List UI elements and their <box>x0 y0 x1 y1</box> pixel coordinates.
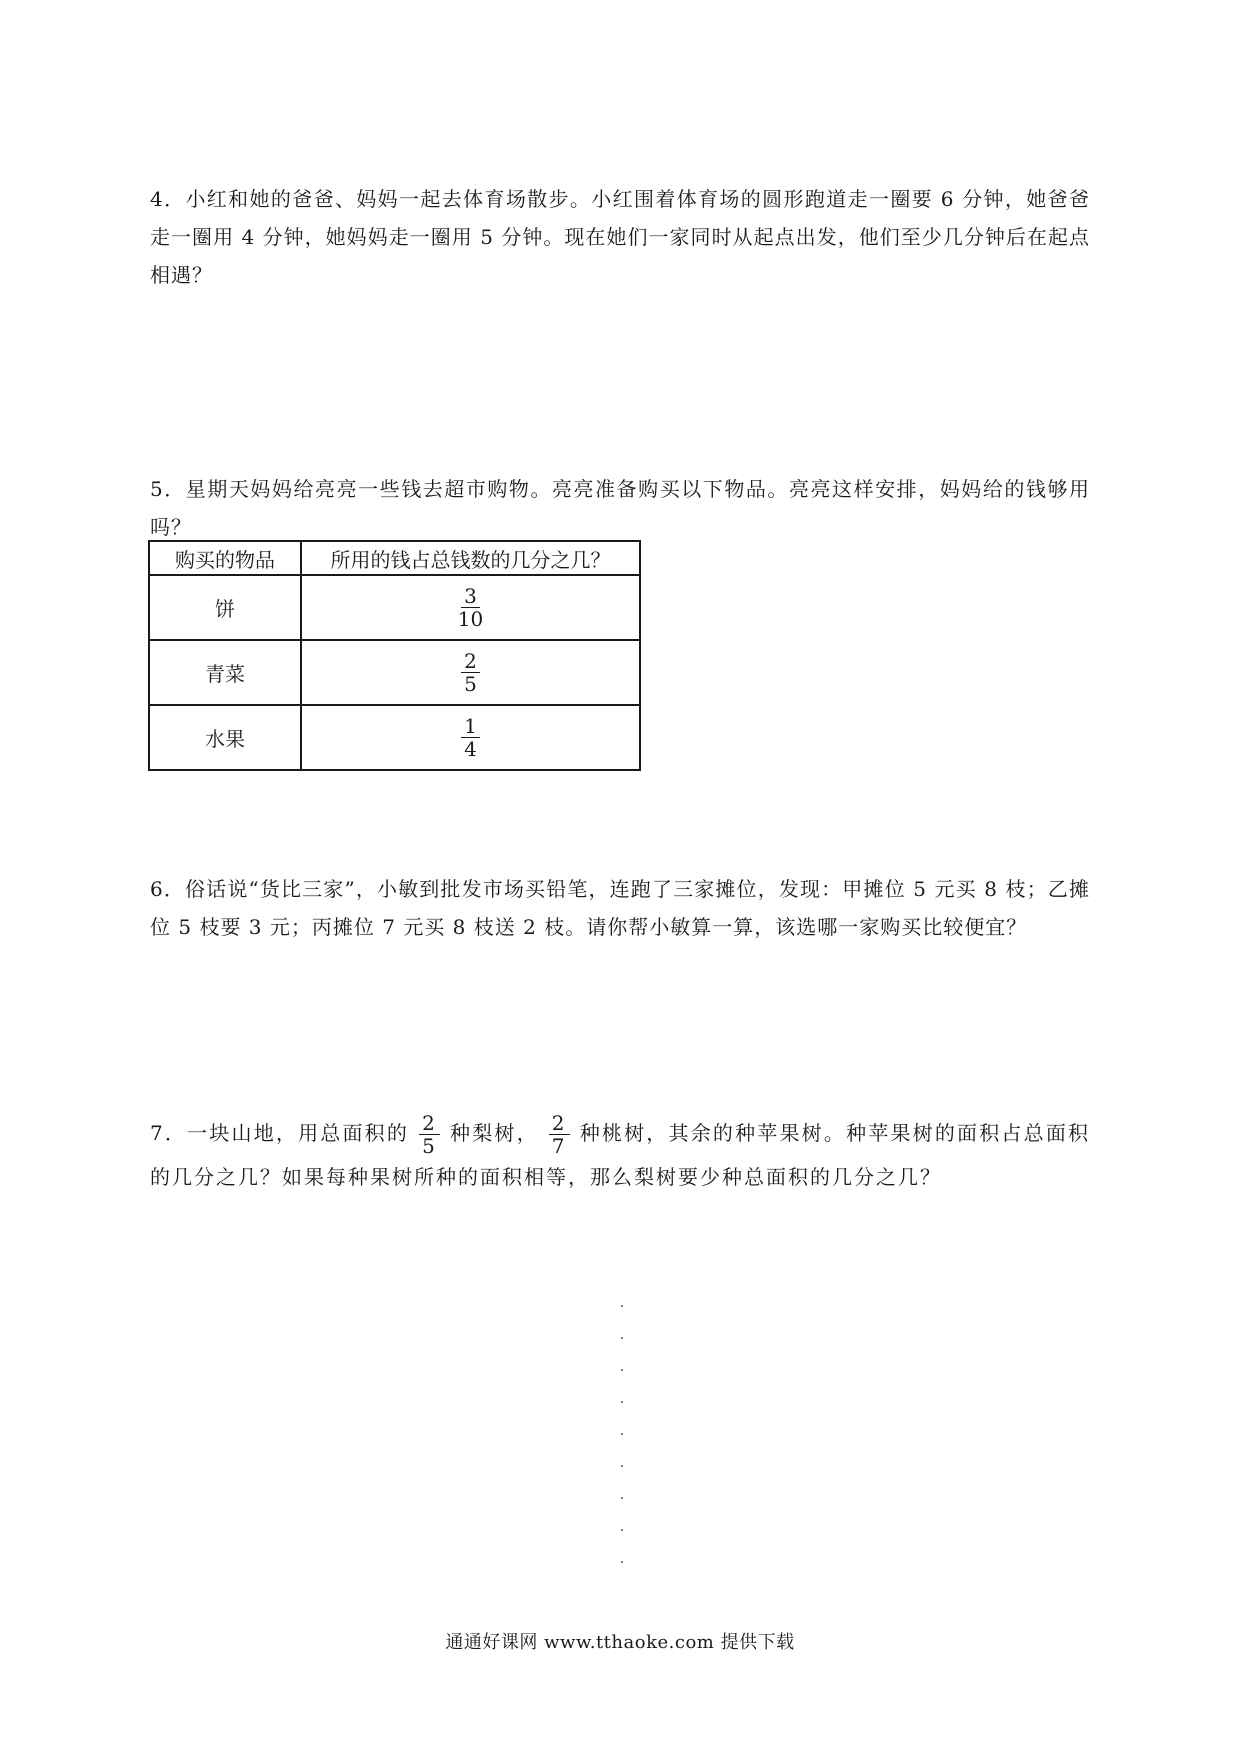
question-7-text-a: 7．一块山地，用总面积的 <box>150 1121 410 1145</box>
table-cell-fraction <box>301 705 640 770</box>
fraction <box>455 585 486 630</box>
question-7 <box>150 1112 1090 1197</box>
fraction-denominator: 7 <box>551 1134 567 1158</box>
page-footer: 通通好课网 www.tthaoke.com 提供下载 <box>445 1632 795 1653</box>
table-row <box>149 640 640 705</box>
fraction <box>419 1112 440 1157</box>
fraction <box>461 650 480 695</box>
question-7-text-c: 种桃树，其余的种苹果树。种苹果树的面积占总面积的几分之几？如果每种果树所种的面积相等，那么梨树要少种总面积的几分之几？ <box>150 1121 1091 1189</box>
table-cell-item: 饼 <box>149 575 301 640</box>
fraction <box>549 1112 570 1157</box>
table-row <box>149 575 640 640</box>
table-header-row <box>149 541 640 575</box>
fraction-numerator: 2 <box>549 1112 570 1135</box>
table-cell-fraction <box>301 640 640 705</box>
fraction-numerator: 3 <box>461 585 480 608</box>
question-5: 5．星期天妈妈给亮亮一些钱去超市购物。亮亮准备购买以下物品。亮亮这样安排，妈妈给的钱够用吗？ <box>150 477 1090 539</box>
fraction-numerator: 2 <box>461 650 480 673</box>
fraction-denominator: 4 <box>464 737 477 761</box>
fraction-denominator: 5 <box>464 672 477 696</box>
table-row <box>149 705 640 770</box>
question-7-text-b: 种梨树， <box>449 1121 539 1145</box>
table-cell-fraction <box>301 575 640 640</box>
table-cell-item: 水果 <box>149 705 301 770</box>
table-cell-item: 青菜 <box>149 640 301 705</box>
dotted-divider <box>621 1305 625 1593</box>
table-header-fraction: 所用的钱占总钱数的几分之几？ <box>301 541 640 575</box>
fraction-numerator: 1 <box>461 715 480 738</box>
fraction-denominator: 10 <box>457 607 484 631</box>
fraction-denominator: 5 <box>422 1134 437 1158</box>
question-4: 4．小红和她的爸爸、妈妈一起去体育场散步。小红围着体育场的圆形跑道走一圈要 6 分钟，她爸爸走一圈用 4 分钟，她妈妈走一圈用 5 分钟。现在她们一家同时从起点出发，他们至少几分钟后在起点相遇？ <box>150 187 1090 287</box>
fraction-numerator: 2 <box>419 1112 440 1135</box>
question-6: 6．俗话说“货比三家”，小敏到批发市场买铅笔，连跑了三家摊位，发现：甲摊位 5 元买 8 枝；乙摊位 5 枝要 3 元；丙摊位 7 元买 8 枝送 2 枝。请你帮小敏算一算，该选哪一家购买比较便宜？ <box>150 877 1090 939</box>
fraction <box>461 715 480 760</box>
table-header-item: 购买的物品 <box>149 541 301 575</box>
purchase-table <box>148 540 641 771</box>
